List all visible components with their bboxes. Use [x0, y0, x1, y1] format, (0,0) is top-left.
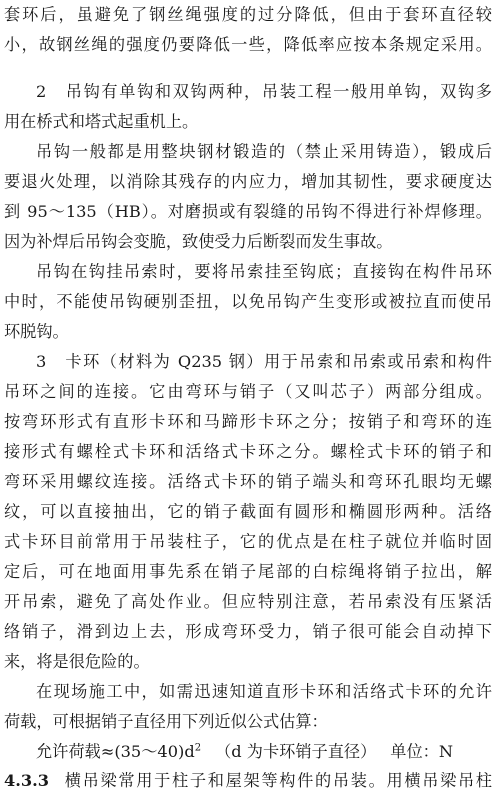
text-line: 套环后，虽避免了钢丝绳强度的过分降低，但由于套环直径较	[4, 5, 492, 24]
formula-exponent: 2	[194, 742, 202, 754]
text-line: 来，将是很危险的。	[4, 652, 150, 671]
text-line: 2 吊钩有单钩和双钩两种，吊装工程一般用单钩，双钩多	[36, 82, 492, 101]
text-line: 荷载，可根据销子直径用下列近似公式估算：	[4, 712, 328, 731]
formula-lhs: 允许荷载≈(35～40)d	[36, 742, 195, 761]
text-line: 在现场施工中，如需迅速知道直形卡环和活络式卡环的允许	[36, 682, 492, 701]
formula-unit: 单位：N	[390, 742, 454, 761]
formula-line	[36, 737, 492, 767]
text-line: 用在桥式和塔式起重机上。	[4, 112, 199, 131]
text-line: 中时，不能使吊钩硬别歪扭，以免吊钩产生变形或被拉直而使吊	[4, 292, 492, 311]
text-line: 因为补焊后吊钩会变脆，致使受力后断裂而发生事故。	[4, 232, 393, 251]
section-heading-line	[4, 766, 492, 796]
text-line: 吊钩在钩挂吊索时，要将吊索挂至钩底；直接钩在构件吊环	[36, 262, 492, 281]
text-line: 定后，可在地面用事先系在销子尾部的白棕绳将销子拉出，解	[4, 562, 492, 581]
text-line: 吊钩一般都是用整块钢材锻造的（禁止采用铸造），锻成后	[36, 142, 492, 161]
text-line: 要退火处理，以消除其残存的内应力，增加其韧性，要求硬度达	[4, 172, 492, 191]
section-text: 横吊梁常用于柱子和屋架等构件的吊装。用横吊梁吊柱	[63, 771, 492, 790]
text-line: 弯环采用螺纹连接。活络式卡环的销子端头和弯环孔眼均无螺	[4, 472, 492, 491]
text-line: 小，故钢丝绳的强度仍要降低一些，降低率应按本条规定采用。	[4, 35, 492, 54]
text-line: 络销子，滑到边上去，形成弯环受力，销子很可能会自动掉下	[4, 622, 492, 641]
text-line: 吊环之间的连接。它由弯环与销子（又叫芯子）两部分组成。	[4, 382, 492, 401]
text-line: 环脱钩。	[4, 322, 69, 341]
text-line: 式卡环目前常用于吊装柱子，它的优点是在柱子就位并临时固	[4, 532, 492, 551]
section-number: 4.3.3	[4, 771, 50, 790]
text-line: 纹，可以直接抽出，它的销子截面有圆形和椭圆形两种。活络	[4, 502, 492, 521]
text-line: 到 95～135（HB）。对磨损或有裂缝的吊钩不得进行补焊修理。	[4, 202, 492, 221]
text-line: 接形式有螺栓式卡环和活络式卡环之分。螺栓式卡环的销子和	[4, 442, 492, 461]
text-line: 3 卡环（材料为 Q235 钢）用于吊索和吊索或吊索和构件	[36, 352, 492, 371]
text-line: 开吊索，避免了高处作业。但应特别注意，若吊索没有压紧活	[4, 592, 492, 611]
text-line: 按弯环形式有直形卡环和马蹄形卡环之分；按销子和弯环的连	[4, 412, 492, 431]
formula-note: （d 为卡环销子直径）	[215, 742, 377, 761]
